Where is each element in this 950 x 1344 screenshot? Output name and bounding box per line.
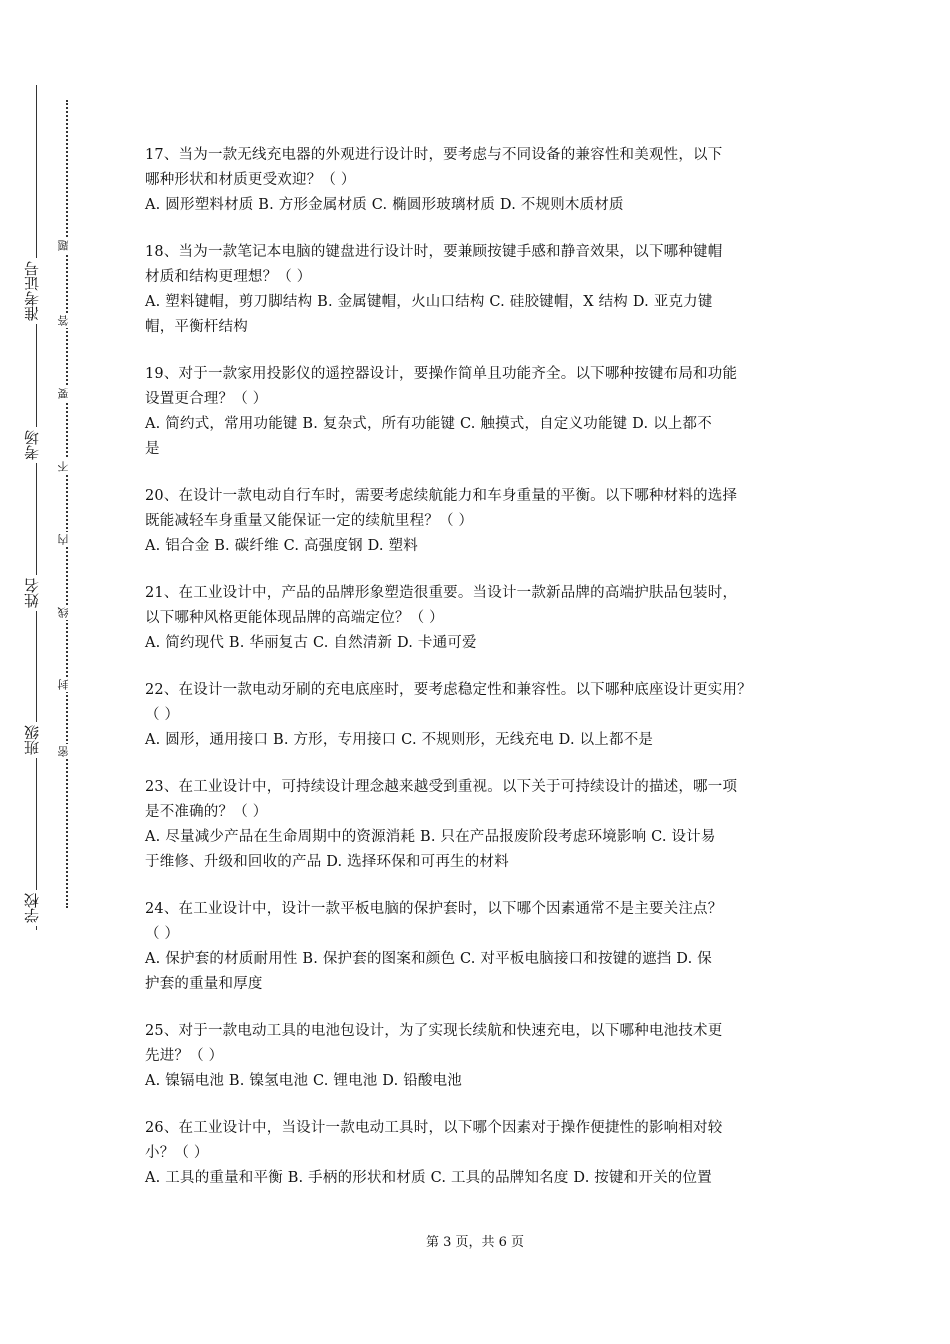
question-stem: （ ） [145, 707, 180, 723]
seal-char: 答 [58, 313, 74, 328]
margin-dotted-line [66, 100, 68, 908]
question-stem: 小？（ ） [145, 1145, 209, 1161]
question-stem: 19、对于一款家用投影仪的遥控器设计，要操作简单且功能齐全。以下哪种按键布局和功能 [145, 366, 738, 382]
question-19 [145, 362, 825, 462]
question-18 [145, 240, 825, 340]
binding-margin [0, 0, 110, 1344]
question-options: A. 铝合金 B. 碳纤维 C. 高强度钢 D. 塑料 [145, 538, 418, 554]
seal-char: 内 [58, 532, 74, 547]
question-options: 是 [145, 441, 160, 457]
name-label: 姓名 [24, 575, 50, 611]
question-stem: 材质和结构更理想？（ ） [145, 269, 312, 285]
question-options: A. 简约式，常用功能键 B. 复杂式，所有功能键 C. 触摸式，自定义功能键 D. 以上都不 [145, 416, 712, 432]
question-stem: 23、在工业设计中，可持续设计理念越来越受到重视。以下关于可持续设计的描述，哪一项 [145, 779, 738, 795]
question-stem: 17、当为一款无线充电器的外观进行设计时，要考虑与不同设备的兼容性和美观性，以下 [145, 147, 723, 163]
question-options: 于维修、升级和回收的产品 D. 选择环保和可再生的材料 [145, 854, 509, 870]
question-options: A. 尽量减少产品在生命周期中的资源消耗 B. 只在产品报废阶段考虑环境影响 C. 设计易 [145, 829, 716, 845]
question-options: A. 工具的重量和平衡 B. 手柄的形状和材质 C. 工具的品牌知名度 D. 按键和开关的位置 [145, 1170, 712, 1186]
question-26 [145, 1116, 825, 1191]
seal-char: 题 [58, 238, 74, 253]
question-stem: 设置更合理？（ ） [145, 391, 268, 407]
seal-char: 不 [58, 459, 74, 474]
question-stem: 25、对于一款电动工具的电池包设计，为了实现长续航和快速充电，以下哪种电池技术更 [145, 1023, 723, 1039]
question-stem: 以下哪种风格更能体现品牌的高端定位？（ ） [145, 610, 444, 626]
question-list [145, 143, 825, 1213]
question-options: A. 保护套的材质耐用性 B. 保护套的图案和颜色 C. 对平板电脑接口和按键的遮挡 D. 保 [145, 951, 712, 967]
question-options: A. 镍镉电池 B. 镍氢电池 C. 锂电池 D. 铅酸电池 [145, 1073, 463, 1089]
question-stem: 既能减轻车身重量又能保证一定的续航里程？（ ） [145, 513, 474, 529]
question-stem: （ ） [145, 926, 180, 942]
page-footer: 第 3 页，共 6 页 [425, 1235, 525, 1250]
question-25 [145, 1019, 825, 1094]
question-stem: 哪种形状和材质更受欢迎？（ ） [145, 172, 356, 188]
question-20 [145, 484, 825, 559]
question-stem: 20、在设计一款电动自行车时，需要考虑续航能力和车身重量的平衡。以下哪种材料的选择 [145, 488, 738, 504]
question-options: 护套的重量和厚度 [145, 976, 263, 992]
question-stem: 是不准确的？（ ） [145, 804, 268, 820]
class-label: 班级 [24, 722, 50, 758]
seal-char: 密 [58, 744, 74, 759]
question-options: A. 圆形塑料材质 B. 方形金属材质 C. 椭圆形玻璃材质 D. 不规则木质材质 [145, 197, 624, 213]
exam-number-label: 准考证号 [24, 258, 50, 324]
question-options: A. 塑料键帽，剪刀脚结构 B. 金属键帽，火山口结构 C. 硅胶键帽，X 结构 D. 亚克力键 [145, 294, 713, 310]
question-stem: 26、在工业设计中，当设计一款电动工具时，以下哪个因素对于操作便捷性的影响相对较 [145, 1120, 723, 1136]
seal-char: 线 [58, 605, 74, 620]
question-stem: 21、在工业设计中，产品的品牌形象塑造很重要。当设计一款新品牌的高端护肤品包装时， [145, 585, 738, 601]
question-stem: 18、当为一款笔记本电脑的键盘进行设计时，要兼顾按键手感和静音效果，以下哪种键帽 [145, 244, 723, 260]
question-17 [145, 143, 825, 218]
seal-char: 要 [58, 386, 74, 401]
margin-solid-line [36, 85, 37, 930]
question-stem: 先进？（ ） [145, 1048, 224, 1064]
question-21 [145, 581, 825, 656]
question-options: A. 简约现代 B. 华丽复古 C. 自然清新 D. 卡通可爱 [145, 635, 477, 651]
question-options: A. 圆形，通用接口 B. 方形，专用接口 C. 不规则形，无线充电 D. 以上都不是 [145, 732, 654, 748]
question-23 [145, 775, 825, 875]
question-options: 帽，平衡杆结构 [145, 319, 248, 335]
question-stem: 24、在工业设计中，设计一款平板电脑的保护套时，以下哪个因素通常不是主要关注点？ [145, 901, 723, 917]
question-22 [145, 678, 825, 753]
exam-room-label: 考场 [24, 427, 50, 463]
question-stem: 22、在设计一款电动牙刷的充电底座时，要考虑稳定性和兼容性。以下哪种底座设计更实用？ [145, 682, 752, 698]
question-24 [145, 897, 825, 997]
school-label: 学校 [24, 890, 50, 926]
seal-char: 封 [58, 677, 74, 692]
